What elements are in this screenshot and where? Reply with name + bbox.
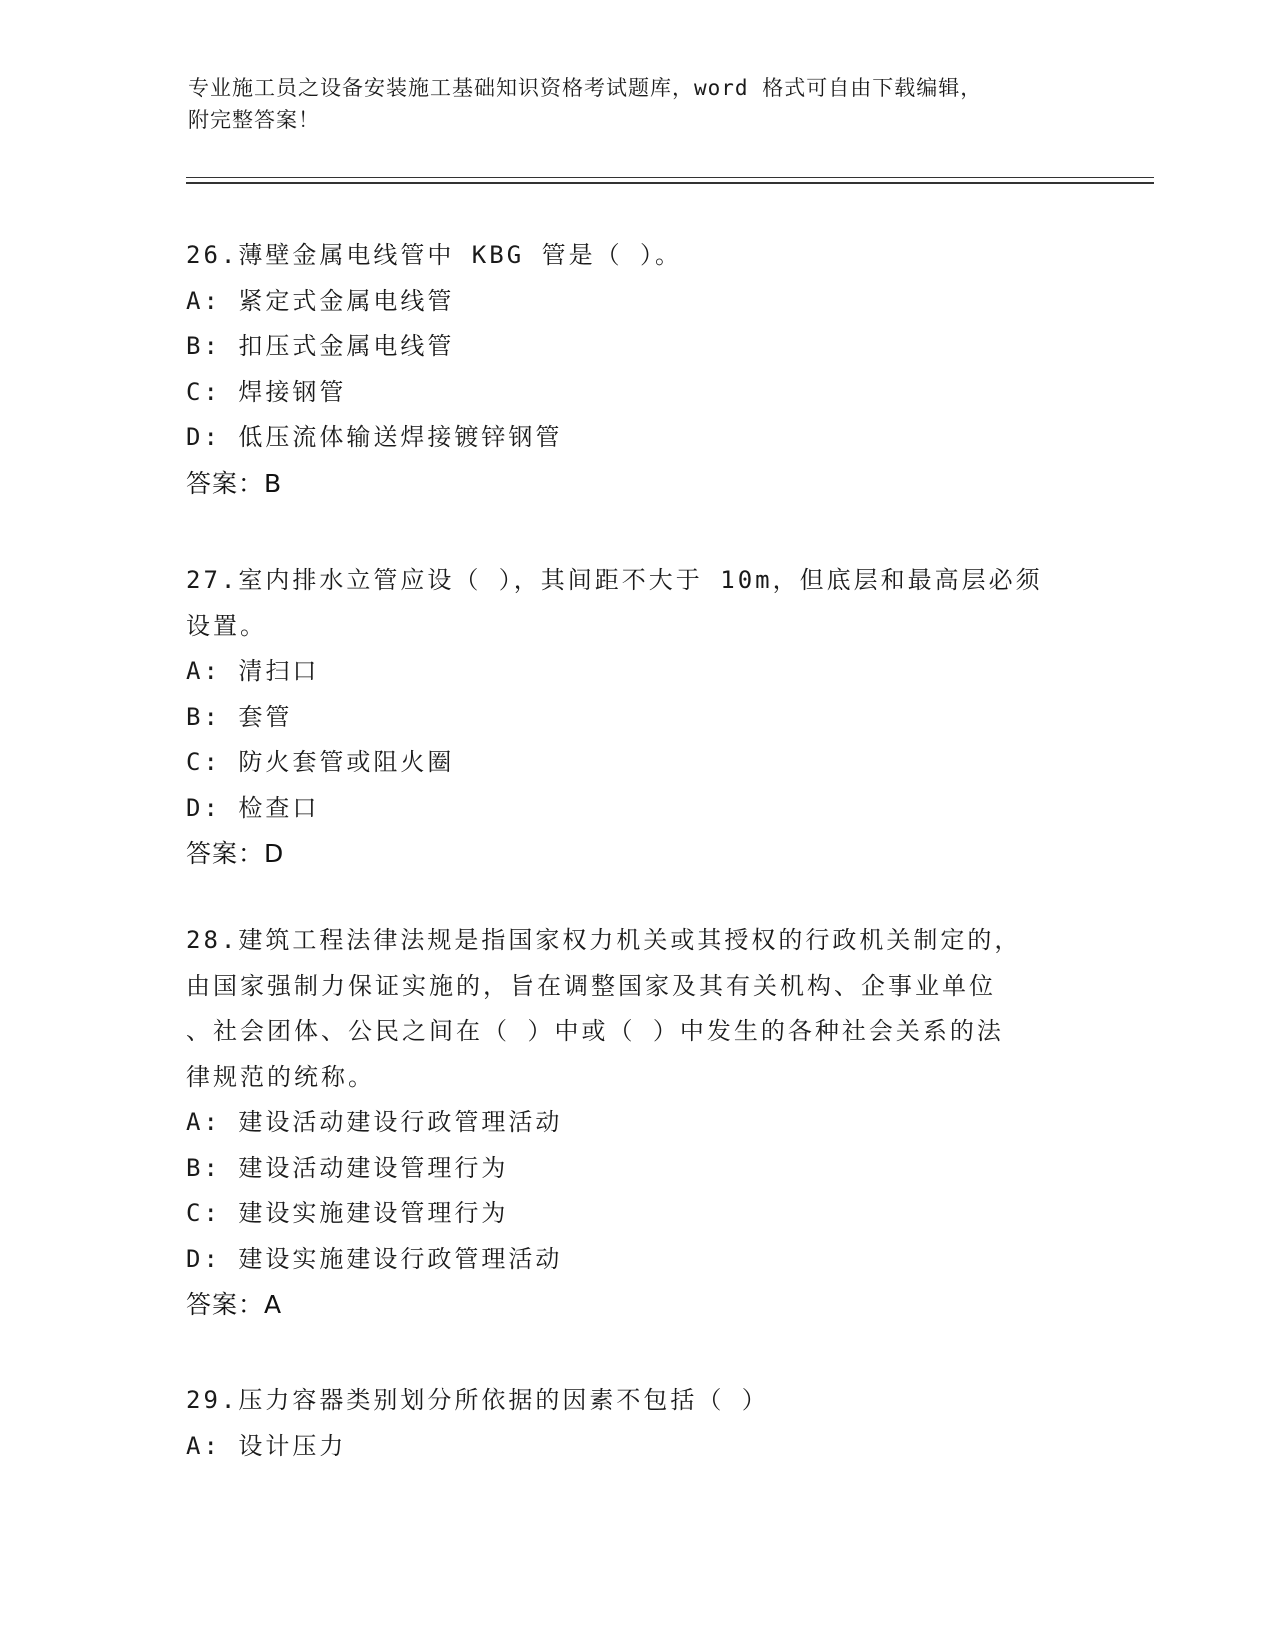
question-stem: 29.压力容器类别划分所依据的因素不包括（ ） [186, 1386, 769, 1414]
question-stem: 26.薄壁金属电线管中 KBG 管是（ ）。 [186, 241, 683, 269]
question-stem-cont: 、社会团体、公民之间在（ ）中或（ ）中发生的各种社会关系的法 [186, 1017, 1004, 1045]
header-line-1: 专业施工员之设备安装施工基础知识资格考试题库，word 格式可自由下载编辑， [188, 76, 983, 100]
option-b: B: 建设活动建设管理行为 [186, 1153, 509, 1182]
option-c: C: 防火套管或阻火圈 [186, 748, 455, 776]
option-b: B: 扣压式金属电线管 [186, 332, 455, 360]
question-28 [186, 918, 1086, 1328]
question-stem-cont: 设置。 [186, 611, 267, 640]
option-b: B: 套管 [186, 702, 293, 731]
document-header [188, 72, 1088, 136]
question-26 [186, 233, 1086, 506]
answer: 答案：A [186, 1290, 283, 1319]
option-a: A: 紧定式金属电线管 [186, 286, 455, 315]
question-stem-cont: 律规范的统称。 [186, 1062, 375, 1091]
header-divider-thin [186, 177, 1154, 178]
question-stem-cont: 由国家强制力保证实施的，旨在调整国家及其有关机构、企事业单位 [186, 971, 996, 1000]
header-line-2: 附完整答案！ [188, 108, 320, 132]
option-a: A: 设计压力 [186, 1431, 347, 1460]
option-c: C: 焊接钢管 [186, 377, 347, 406]
option-d: D: 建设实施建设行政管理活动 [186, 1244, 563, 1273]
question-27 [186, 558, 1086, 877]
answer: 答案：D [186, 839, 285, 868]
question-29 [186, 1378, 1086, 1469]
option-d: D: 检查口 [186, 793, 320, 822]
header-divider-thick [186, 182, 1154, 184]
option-c: C: 建设实施建设管理行为 [186, 1199, 509, 1227]
question-stem: 27.室内排水立管应设（ ），其间距不大于 10m，但底层和最高层必须 [186, 566, 1043, 594]
option-a: A: 清扫口 [186, 657, 320, 685]
answer: 答案：B [186, 468, 283, 498]
option-d: D: 低压流体输送焊接镀锌钢管 [186, 423, 563, 451]
option-a: A: 建设活动建设行政管理活动 [186, 1108, 563, 1136]
question-stem: 28.建筑工程法律法规是指国家权力机关或其授权的行政机关制定的， [186, 926, 1022, 954]
